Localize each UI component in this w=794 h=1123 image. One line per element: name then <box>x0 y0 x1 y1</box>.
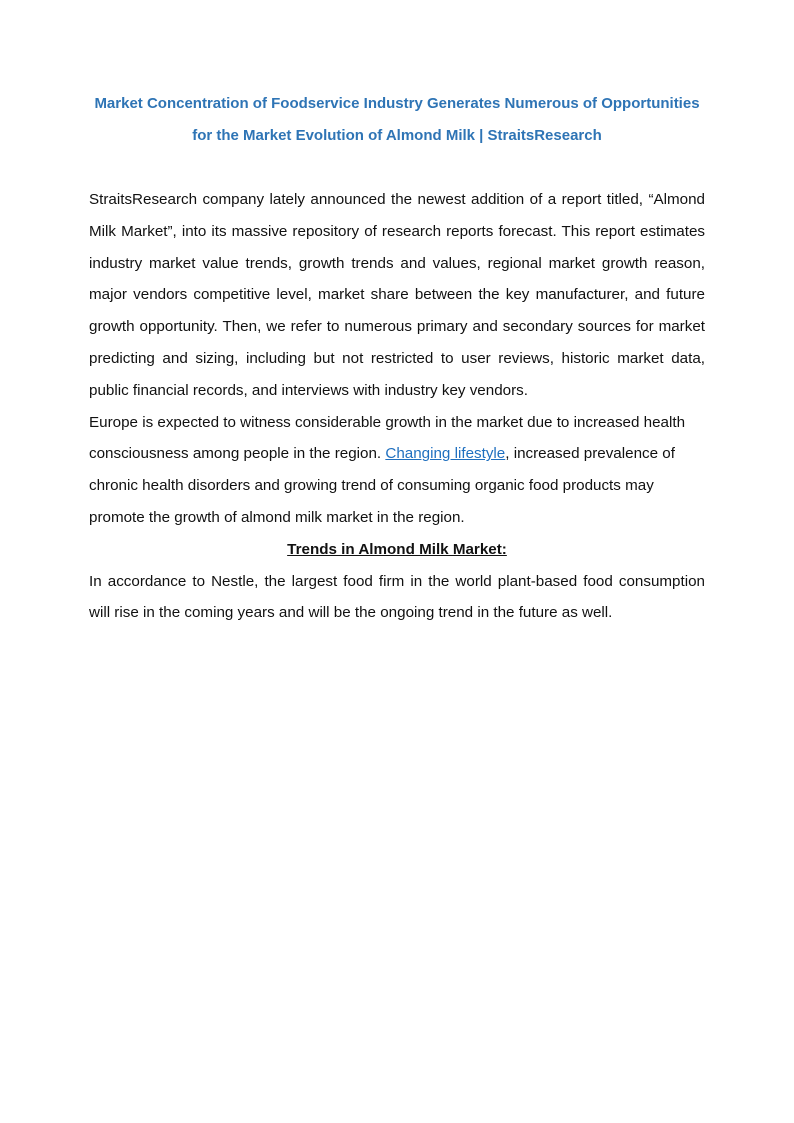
document-content <box>89 88 705 629</box>
europe-paragraph-text-1: Europe is expected to witness considerable growth in the market due to increased health consciousness among people in the region. <box>89 413 686 463</box>
trends-subheading: Trends in Almond Milk Market: <box>287 540 507 558</box>
nestle-paragraph: In accordance to Nestle, the largest food firm in the world plant-based food consumption will rise in the coming years and will be the ongoing trend in the future as well. <box>89 572 705 622</box>
europe-paragraph <box>89 407 705 534</box>
page-title <box>89 88 705 152</box>
title-line-2: for the Market Evolution of Almond Milk | StraitsResearch <box>192 127 602 144</box>
title-spacer <box>89 152 705 184</box>
title-line-1: Market Concentration of Foodservice Industry Generates Numerous of Opportunities <box>94 95 700 112</box>
europe-paragraph-text-2: , increased prevalence of chronic health disorders and growing trend of consuming organic food products may promote the growth of almond milk market in the region. <box>89 445 675 526</box>
intro-paragraph: StraitsResearch company lately announced the newest addition of a report titled, “Almond Milk Market”, into its massive repository of research reports forecast. This report estimates industry market value trends, growth trends and values, regional market growth reason, major vendors competitive level, market share between the key manufacturer, and future growth opportunity. Then, we refer to numerous primary and secondary sources for market predicting and sizing, including but not restricted to user reviews, historic market data, public financial records, and interviews with industry key vendors. <box>89 191 705 399</box>
changing-lifestyle-link[interactable]: Changing lifestyle <box>385 445 506 463</box>
